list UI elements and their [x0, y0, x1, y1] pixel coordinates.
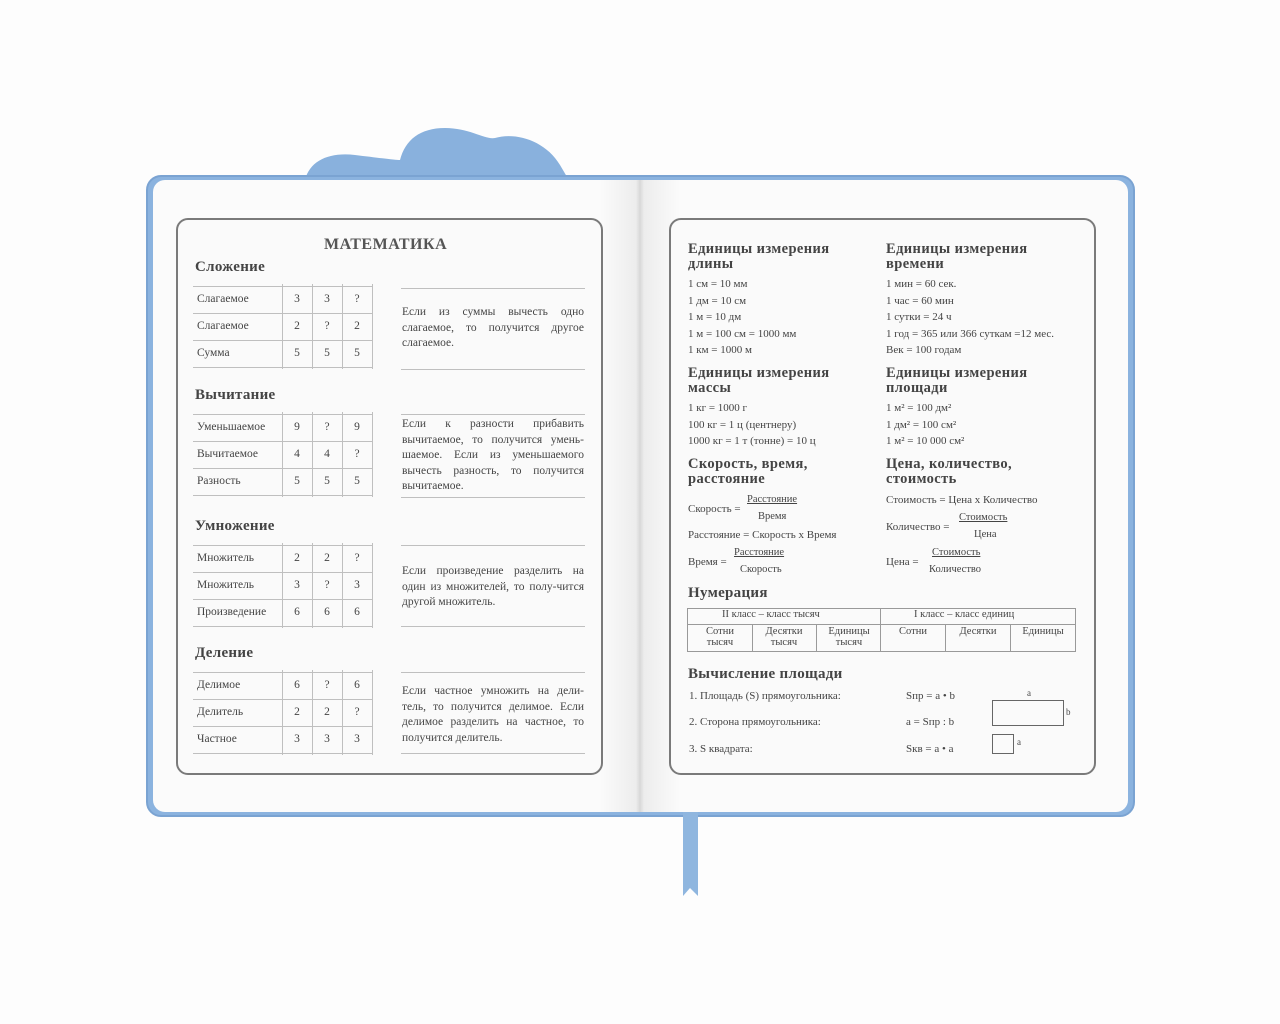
speed-formula-denominator: Время — [758, 511, 787, 522]
subtraction-cell: 4 — [294, 448, 300, 460]
length-line: 1 см = 10 мм — [688, 278, 748, 290]
addition-rule-text: Если из суммы вычесть одно слагаемое, то получится другое слагаемое. — [402, 306, 584, 349]
time-line: 1 мин = 60 сек. — [886, 278, 957, 290]
division-cell: 2 — [294, 706, 300, 718]
col-hundreds: Сотни — [899, 626, 927, 637]
mass-heading-line2: массы — [688, 380, 732, 396]
length-line: 1 м = 10 дм — [688, 311, 742, 323]
addition-row-label: Слагаемое — [197, 293, 249, 305]
multiplication-row-label: Множитель — [197, 552, 255, 564]
addition-cell: 5 — [324, 347, 330, 359]
col-unit-thousands: Единицы тысяч — [828, 626, 870, 648]
length-line: 1 дм = 10 см — [688, 294, 747, 307]
addition-cell: ? — [324, 320, 330, 332]
division-cell: 3 — [294, 733, 300, 745]
time-line: Век = 100 годам — [886, 344, 962, 356]
addition-cell: 2 — [294, 320, 300, 332]
area-calc-item-2: 2. Сторона прямоугольника: — [689, 716, 821, 728]
multiplication-cell: 6 — [294, 606, 300, 618]
page-spine-shadow — [600, 180, 680, 812]
addition-cell: 3 — [294, 293, 300, 305]
time-formula-numerator: Расстояние — [734, 547, 785, 558]
length-line: 1 м = 100 см = 1000 мм — [688, 327, 797, 340]
multiplication-heading: Умножение — [195, 518, 275, 534]
rectangle-side-a: a — [1027, 688, 1031, 698]
time-heading-line1: Единицы измерения — [886, 241, 1028, 257]
multiplication-cell: 3 — [294, 579, 300, 591]
quantity-formula-denominator: Цена — [974, 529, 997, 540]
quantity-formula-left: Количество = — [886, 521, 950, 533]
subtraction-rule-text: Если к разности прибавить вычитаемое, то получится умень-шаемое. Если из уменьшаемого вычесть разность, то получится вычитаемое. — [402, 418, 584, 492]
area-units-line: 1 м² = 100 дм² — [886, 402, 952, 414]
mass-heading — [688, 366, 830, 396]
division-cell: 2 — [324, 706, 330, 718]
quantity-formula-numerator: Стоимость — [959, 512, 1008, 523]
addition-cell: 5 — [294, 347, 300, 359]
multiplication-row-label: Множитель — [197, 579, 255, 591]
class-thousands: II класс – класс тысяч — [722, 609, 820, 620]
rectangle-side-b: b — [1066, 707, 1071, 717]
subtraction-cell: ? — [354, 448, 360, 460]
price-heading-line1: Цена, количество, — [886, 456, 1013, 472]
price-formula-denominator: Количество — [929, 564, 982, 575]
division-row-label: Делитель — [197, 706, 244, 718]
square-side-a: a — [1017, 737, 1021, 747]
subtraction-cell: 4 — [324, 448, 330, 460]
area-units-line: 1 м² = 10 000 см² — [886, 435, 965, 447]
time-line: 1 час = 60 мин — [886, 294, 954, 307]
area-calc-item-1: 1. Площадь (S) прямоугольника: — [689, 690, 841, 702]
area-calc-item-3: 3. S квадрата: — [689, 743, 753, 755]
cover-tab — [305, 128, 570, 182]
time-formula-left: Время = — [688, 556, 727, 568]
numbering-heading: Нумерация — [688, 585, 768, 601]
subtraction-cell: 9 — [354, 421, 360, 433]
col-hundred-thousands: Сотни тысяч — [706, 626, 734, 648]
subtraction-cell: 5 — [354, 475, 360, 487]
area-units-heading-line2: площади — [886, 380, 948, 396]
multiplication-cell: 6 — [354, 606, 360, 618]
subtraction-heading: Вычитание — [195, 387, 276, 403]
mass-line: 100 кг = 1 ц (центнеру) — [688, 418, 797, 431]
addition-cell: ? — [354, 293, 360, 305]
length-heading-line2: длины — [688, 256, 734, 272]
area-units-line: 1 дм² = 100 см² — [886, 418, 957, 431]
subtraction-cell: ? — [324, 421, 330, 433]
subtraction-cell: 9 — [294, 421, 300, 433]
division-cell: 3 — [324, 733, 330, 745]
class-units: I класс – класс единиц — [914, 609, 1015, 620]
addition-row-label: Сумма — [197, 347, 230, 359]
bookmark-ribbon — [683, 806, 698, 896]
length-heading — [688, 242, 830, 272]
subtraction-cell: 5 — [324, 475, 330, 487]
division-heading: Деление — [195, 645, 254, 661]
subtraction-cell: 5 — [294, 475, 300, 487]
time-heading — [886, 242, 1028, 272]
area-calc-heading: Вычисление площади — [688, 666, 843, 682]
col-ten-thousands: Десятки тысяч — [765, 626, 803, 648]
addition-row-label: Слагаемое — [197, 320, 249, 332]
speed-heading-line2: расстояние — [688, 471, 766, 487]
time-heading-line2: времени — [886, 256, 945, 272]
division-cell: 6 — [294, 679, 300, 691]
mass-line: 1000 кг = 1 т (тонне) = 10 ц — [688, 435, 816, 447]
division-cell: ? — [324, 679, 330, 691]
col-units: Единицы — [1022, 626, 1064, 637]
multiplication-cell: ? — [324, 579, 330, 591]
area-calc-formula-1: Sпр = a • b — [906, 690, 955, 702]
multiplication-cell: 6 — [324, 606, 330, 618]
division-rule-text: Если частное умножить на дели-тель, то получится делимое. Если делимое разделить на частное, то получится делитель. — [402, 685, 584, 744]
multiplication-cell: 3 — [354, 579, 360, 591]
time-line: 1 сутки = 24 ч — [886, 311, 952, 323]
speed-formula-numerator: Расстояние — [747, 494, 798, 505]
area-units-heading-line1: Единицы измерения — [886, 365, 1028, 381]
length-heading-line1: Единицы измерения — [688, 241, 830, 257]
subtraction-row-label: Уменьшаемое — [197, 421, 266, 433]
division-cell: ? — [354, 706, 360, 718]
subtraction-row-label: Вычитаемое — [197, 448, 258, 460]
addition-cell: 3 — [324, 293, 330, 305]
subtraction-row-label: Разность — [197, 475, 241, 487]
page-title: МАТЕМАТИКА — [324, 236, 448, 253]
division-cell: 3 — [354, 733, 360, 745]
speed-heading-line1: Скорость, время, — [688, 456, 808, 472]
division-row-label: Частное — [197, 733, 237, 745]
multiplication-cell: 2 — [294, 552, 300, 564]
area-calc-formula-2: a = Sпр : b — [906, 716, 955, 728]
price-heading-line2: стоимость — [886, 471, 957, 487]
multiplication-rule-text: Если произведение разделить на один из множителей, то полу-чится другой множитель. — [402, 565, 584, 608]
time-line: 1 год = 365 или 366 суткам =12 мес. — [886, 327, 1055, 340]
cost-formula: Стоимость = Цена x Количество — [886, 494, 1038, 506]
speed-heading — [688, 457, 808, 487]
multiplication-cell: ? — [354, 552, 360, 564]
col-tens: Десятки — [959, 626, 997, 637]
addition-cell: 5 — [354, 347, 360, 359]
length-line: 1 км = 1000 м — [688, 344, 752, 356]
speed-formula-left: Скорость = — [688, 503, 741, 515]
addition-heading: Сложение — [195, 259, 266, 275]
division-cell: 6 — [354, 679, 360, 691]
rectangle-diagram — [992, 700, 1064, 726]
price-formula-left: Цена = — [886, 556, 919, 568]
multiplication-cell: 2 — [324, 552, 330, 564]
distance-formula: Расстояние = Скорость x Время — [688, 529, 837, 541]
price-heading — [886, 457, 1012, 487]
addition-cell: 2 — [354, 320, 360, 332]
multiplication-row-label: Произведение — [197, 606, 267, 618]
area-calc-formula-3: Sкв = a • a — [906, 743, 954, 755]
price-formula-numerator: Стоимость — [932, 547, 981, 558]
mass-heading-line1: Единицы измерения — [688, 365, 830, 381]
area-units-heading — [886, 366, 1028, 396]
division-row-label: Делимое — [197, 679, 241, 691]
mass-line: 1 кг = 1000 г — [688, 402, 748, 414]
square-diagram — [992, 734, 1014, 754]
time-formula-denominator: Скорость — [740, 564, 782, 575]
